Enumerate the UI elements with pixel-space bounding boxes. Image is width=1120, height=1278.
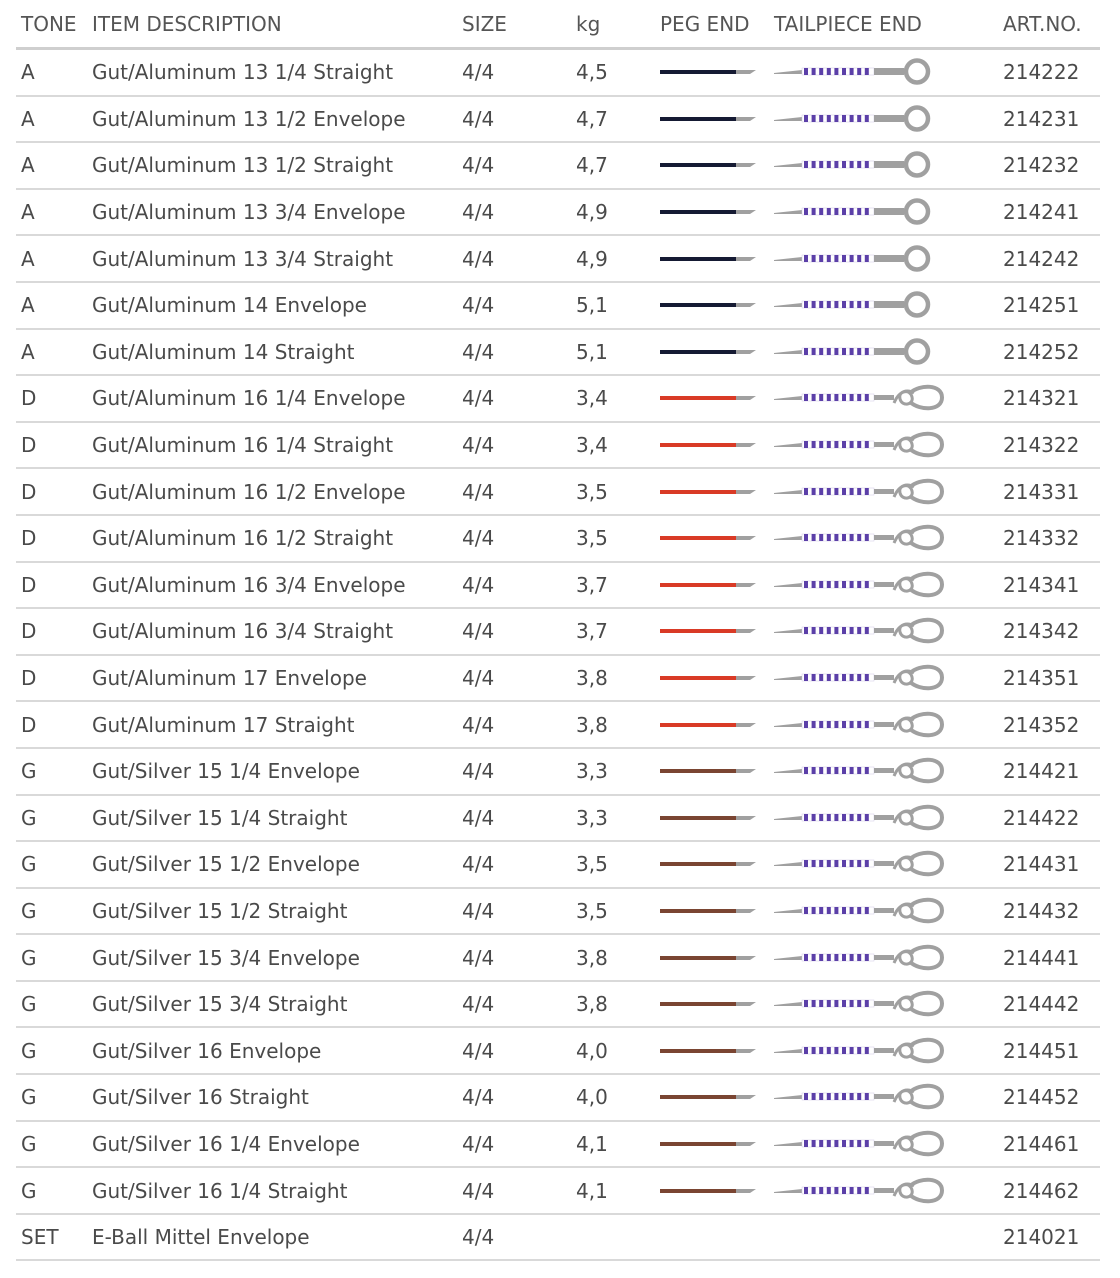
peg-end-cell: [660, 563, 760, 608]
size-cell: 4/4: [462, 945, 495, 970]
description-cell: Gut/Silver 16 Envelope: [92, 1038, 322, 1063]
kg-cell: 3,4: [576, 386, 608, 411]
peg-end-cell: [660, 656, 760, 701]
kg-cell: 3,5: [576, 526, 608, 551]
table-row: [16, 330, 1100, 377]
tailpiece-end-cell: [774, 190, 954, 235]
peg-end-cell: [660, 236, 760, 281]
header-description: ITEM DESCRIPTION: [92, 11, 282, 36]
tailpiece-end-cell: [774, 889, 954, 934]
description-cell: Gut/Silver 16 Straight: [92, 1085, 309, 1110]
table-row: [16, 97, 1100, 144]
art-no-cell: 214421: [1003, 759, 1080, 784]
description-cell: Gut/Aluminum 13 3/4 Straight: [92, 246, 394, 271]
peg-end-string-icon: [660, 485, 760, 499]
size-cell: 4/4: [462, 433, 495, 458]
tailpiece-end-cell: [774, 376, 954, 421]
kg-cell: 5,1: [576, 339, 608, 364]
kg-cell: 3,5: [576, 479, 608, 504]
tone-cell: G: [21, 759, 37, 784]
tailpiece-end-cell: [774, 563, 954, 608]
peg-end-string-icon: [660, 764, 760, 778]
art-no-cell: 214251: [1003, 293, 1080, 318]
peg-end-string-icon: [660, 904, 760, 918]
table-row: [16, 469, 1100, 516]
loop-tailpiece-icon: [774, 521, 954, 555]
art-no-cell: 214341: [1003, 572, 1080, 597]
description-cell: Gut/Silver 16 1/4 Straight: [92, 1178, 348, 1203]
kg-cell: 4,7: [576, 153, 608, 178]
size-cell: 4/4: [462, 1178, 495, 1203]
size-cell: 4/4: [462, 572, 495, 597]
size-cell: 4/4: [462, 1038, 495, 1063]
loop-tailpiece-icon: [774, 381, 954, 415]
table-row: [16, 1122, 1100, 1169]
tone-cell: G: [21, 1178, 37, 1203]
size-cell: 4/4: [462, 153, 495, 178]
description-cell: Gut/Aluminum 17 Envelope: [92, 666, 367, 691]
size-cell: 4/4: [462, 898, 495, 923]
tailpiece-end-cell: [774, 516, 954, 561]
description-cell: Gut/Aluminum 16 1/2 Envelope: [92, 479, 406, 504]
tone-cell: G: [21, 992, 37, 1017]
size-cell: 4/4: [462, 60, 495, 85]
tone-cell: A: [21, 60, 35, 85]
peg-end-string-icon: [660, 298, 760, 312]
header-peg-end: PEG END: [660, 11, 750, 36]
description-cell: Gut/Silver 16 1/4 Envelope: [92, 1131, 360, 1156]
description-cell: Gut/Aluminum 14 Envelope: [92, 293, 367, 318]
peg-end-string-icon: [660, 578, 760, 592]
description-cell: Gut/Aluminum 13 1/4 Straight: [92, 60, 394, 85]
description-cell: Gut/Aluminum 14 Straight: [92, 339, 355, 364]
loop-tailpiece-icon: [774, 987, 954, 1021]
description-cell: Gut/Aluminum 13 1/2 Straight: [92, 153, 394, 178]
tone-cell: SET: [21, 1225, 59, 1250]
tone-cell: G: [21, 1085, 37, 1110]
tone-cell: A: [21, 153, 35, 178]
peg-end-cell: [660, 796, 760, 841]
peg-end-string-icon: [660, 531, 760, 545]
art-no-cell: 214422: [1003, 805, 1080, 830]
tone-cell: G: [21, 1131, 37, 1156]
peg-end-cell: [660, 330, 760, 375]
table-row: [16, 702, 1100, 749]
size-cell: 4/4: [462, 339, 495, 364]
art-no-cell: 214432: [1003, 898, 1080, 923]
size-cell: 4/4: [462, 106, 495, 131]
kg-cell: 5,1: [576, 293, 608, 318]
tailpiece-end-cell: [774, 1122, 954, 1167]
tone-cell: A: [21, 293, 35, 318]
peg-end-string-icon: [660, 718, 760, 732]
table-row: [16, 563, 1100, 610]
art-no-cell: 214452: [1003, 1085, 1080, 1110]
table-row: [16, 516, 1100, 563]
loop-tailpiece-icon: [774, 754, 954, 788]
peg-end-cell: [660, 1168, 760, 1213]
loop-tailpiece-icon: [774, 1174, 954, 1208]
tone-cell: D: [21, 479, 37, 504]
table-row: [16, 1215, 1100, 1262]
peg-end-string-icon: [660, 438, 760, 452]
loop-tailpiece-icon: [774, 661, 954, 695]
tailpiece-end-cell: [774, 143, 954, 188]
peg-end-cell: [660, 1028, 760, 1073]
kg-cell: 3,8: [576, 666, 608, 691]
tailpiece-end-cell: [774, 842, 954, 887]
table-row: [16, 143, 1100, 190]
kg-cell: 4,0: [576, 1085, 608, 1110]
kg-cell: 4,7: [576, 106, 608, 131]
art-no-cell: 214441: [1003, 945, 1080, 970]
peg-end-string-icon: [660, 1137, 760, 1151]
tone-cell: G: [21, 1038, 37, 1063]
tailpiece-end-cell: [774, 1028, 954, 1073]
kg-cell: 4,1: [576, 1131, 608, 1156]
loop-tailpiece-icon: [774, 941, 954, 975]
tone-cell: A: [21, 246, 35, 271]
header-kg: kg: [576, 11, 601, 36]
kg-cell: 4,5: [576, 60, 608, 85]
peg-end-string-icon: [660, 624, 760, 638]
size-cell: 4/4: [462, 246, 495, 271]
description-cell: Gut/Aluminum 16 1/2 Straight: [92, 526, 394, 551]
art-no-cell: 214322: [1003, 433, 1080, 458]
art-no-cell: 214451: [1003, 1038, 1080, 1063]
peg-end-cell: [660, 1075, 760, 1120]
peg-end-cell: [660, 423, 760, 468]
art-no-cell: 214431: [1003, 852, 1080, 877]
tone-cell: D: [21, 572, 37, 597]
tone-cell: A: [21, 106, 35, 131]
table-row: [16, 1028, 1100, 1075]
art-no-cell: 214021: [1003, 1225, 1080, 1250]
table-row: [16, 423, 1100, 470]
tailpiece-end-cell: [774, 283, 954, 328]
tone-cell: D: [21, 386, 37, 411]
tailpiece-end-cell: [774, 1075, 954, 1120]
table-row: [16, 236, 1100, 283]
art-no-cell: 214331: [1003, 479, 1080, 504]
ring-tailpiece-icon: [774, 148, 954, 182]
table-row: [16, 50, 1100, 97]
peg-end-cell: [660, 982, 760, 1027]
loop-tailpiece-icon: [774, 1127, 954, 1161]
loop-tailpiece-icon: [774, 708, 954, 742]
size-cell: 4/4: [462, 759, 495, 784]
tailpiece-end-cell: [774, 982, 954, 1027]
loop-tailpiece-icon: [774, 847, 954, 881]
description-cell: Gut/Aluminum 13 3/4 Envelope: [92, 200, 406, 225]
size-cell: 4/4: [462, 386, 495, 411]
peg-end-cell: [660, 1122, 760, 1167]
art-no-cell: 214241: [1003, 200, 1080, 225]
table-row: [16, 190, 1100, 237]
size-cell: 4/4: [462, 526, 495, 551]
table-row: [16, 982, 1100, 1029]
tailpiece-end-cell: [774, 330, 954, 375]
size-cell: 4/4: [462, 619, 495, 644]
peg-end-string-icon: [660, 1090, 760, 1104]
description-cell: Gut/Silver 15 1/2 Envelope: [92, 852, 360, 877]
kg-cell: 3,7: [576, 572, 608, 597]
string-table: [16, 0, 1100, 1261]
kg-cell: 4,0: [576, 1038, 608, 1063]
ring-tailpiece-icon: [774, 195, 954, 229]
tone-cell: G: [21, 805, 37, 830]
description-cell: Gut/Aluminum 16 3/4 Envelope: [92, 572, 406, 597]
peg-end-cell: [660, 702, 760, 747]
art-no-cell: 214231: [1003, 106, 1080, 131]
tailpiece-end-cell: [774, 423, 954, 468]
art-no-cell: 214222: [1003, 60, 1080, 85]
peg-end-string-icon: [660, 951, 760, 965]
tailpiece-end-cell: [774, 656, 954, 701]
art-no-cell: 214321: [1003, 386, 1080, 411]
art-no-cell: 214342: [1003, 619, 1080, 644]
tone-cell: G: [21, 852, 37, 877]
header-tone: TONE: [21, 11, 77, 36]
peg-end-cell: [660, 283, 760, 328]
description-cell: Gut/Aluminum 17 Straight: [92, 712, 355, 737]
kg-cell: 3,3: [576, 805, 608, 830]
table-row: [16, 376, 1100, 423]
tone-cell: D: [21, 526, 37, 551]
description-cell: Gut/Silver 15 1/2 Straight: [92, 898, 348, 923]
kg-cell: 3,5: [576, 852, 608, 877]
table-row: [16, 842, 1100, 889]
peg-end-cell: [660, 97, 760, 142]
peg-end-cell: [660, 469, 760, 514]
tailpiece-end-cell: [774, 97, 954, 142]
size-cell: 4/4: [462, 852, 495, 877]
ring-tailpiece-icon: [774, 242, 954, 276]
table-row: [16, 1168, 1100, 1215]
size-cell: 4/4: [462, 479, 495, 504]
loop-tailpiece-icon: [774, 475, 954, 509]
table-row: [16, 889, 1100, 936]
description-cell: Gut/Silver 15 1/4 Straight: [92, 805, 348, 830]
kg-cell: 3,8: [576, 992, 608, 1017]
peg-end-string-icon: [660, 671, 760, 685]
tailpiece-end-cell: [774, 1168, 954, 1213]
art-no-cell: 214242: [1003, 246, 1080, 271]
kg-cell: 4,9: [576, 200, 608, 225]
kg-cell: 3,8: [576, 712, 608, 737]
ring-tailpiece-icon: [774, 55, 954, 89]
kg-cell: 3,7: [576, 619, 608, 644]
description-cell: Gut/Aluminum 13 1/2 Envelope: [92, 106, 406, 131]
loop-tailpiece-icon: [774, 1034, 954, 1068]
kg-cell: 4,1: [576, 1178, 608, 1203]
kg-cell: 3,4: [576, 433, 608, 458]
art-no-cell: 214462: [1003, 1178, 1080, 1203]
peg-end-cell: [660, 376, 760, 421]
peg-end-cell: [660, 50, 760, 95]
size-cell: 4/4: [462, 666, 495, 691]
description-cell: Gut/Aluminum 16 1/4 Envelope: [92, 386, 406, 411]
tailpiece-end-cell: [774, 796, 954, 841]
header-size: SIZE: [462, 11, 507, 36]
description-cell: Gut/Aluminum 16 3/4 Straight: [92, 619, 394, 644]
size-cell: 4/4: [462, 992, 495, 1017]
peg-end-string-icon: [660, 1044, 760, 1058]
ring-tailpiece-icon: [774, 335, 954, 369]
peg-end-cell: [660, 889, 760, 934]
peg-end-string-icon: [660, 205, 760, 219]
peg-end-string-icon: [660, 1184, 760, 1198]
tone-cell: G: [21, 945, 37, 970]
tone-cell: G: [21, 898, 37, 923]
table-row: [16, 283, 1100, 330]
peg-end-string-icon: [660, 65, 760, 79]
kg-cell: 4,9: [576, 246, 608, 271]
art-no-cell: 214442: [1003, 992, 1080, 1017]
tone-cell: D: [21, 712, 37, 737]
art-no-cell: 214351: [1003, 666, 1080, 691]
loop-tailpiece-icon: [774, 801, 954, 835]
peg-end-string-icon: [660, 252, 760, 266]
ring-tailpiece-icon: [774, 102, 954, 136]
art-no-cell: 214332: [1003, 526, 1080, 551]
table-row: [16, 1075, 1100, 1122]
peg-end-cell: [660, 143, 760, 188]
tone-cell: D: [21, 666, 37, 691]
tailpiece-end-cell: [774, 749, 954, 794]
peg-end-string-icon: [660, 857, 760, 871]
peg-end-string-icon: [660, 345, 760, 359]
kg-cell: 3,3: [576, 759, 608, 784]
description-cell: Gut/Silver 15 3/4 Envelope: [92, 945, 360, 970]
kg-cell: 3,5: [576, 898, 608, 923]
header-tailpiece-end: TAILPIECE END: [774, 11, 922, 36]
peg-end-string-icon: [660, 391, 760, 405]
table-row: [16, 796, 1100, 843]
peg-end-cell: [660, 516, 760, 561]
peg-end-string-icon: [660, 112, 760, 126]
size-cell: 4/4: [462, 712, 495, 737]
art-no-cell: 214461: [1003, 1131, 1080, 1156]
description-cell: E-Ball Mittel Envelope: [92, 1225, 310, 1250]
size-cell: 4/4: [462, 200, 495, 225]
size-cell: 4/4: [462, 805, 495, 830]
kg-cell: 3,8: [576, 945, 608, 970]
tailpiece-end-cell: [774, 935, 954, 980]
loop-tailpiece-icon: [774, 614, 954, 648]
table-row: [16, 749, 1100, 796]
ring-tailpiece-icon: [774, 288, 954, 322]
table-body: [16, 50, 1100, 1261]
size-cell: 4/4: [462, 1131, 495, 1156]
art-no-cell: 214252: [1003, 339, 1080, 364]
peg-end-cell: [660, 609, 760, 654]
description-cell: Gut/Aluminum 16 1/4 Straight: [92, 433, 394, 458]
art-no-cell: 214352: [1003, 712, 1080, 737]
description-cell: Gut/Silver 15 1/4 Envelope: [92, 759, 360, 784]
size-cell: 4/4: [462, 293, 495, 318]
tailpiece-end-cell: [774, 609, 954, 654]
peg-end-cell: [660, 935, 760, 980]
tone-cell: D: [21, 619, 37, 644]
peg-end-string-icon: [660, 997, 760, 1011]
size-cell: 4/4: [462, 1085, 495, 1110]
table-header: [16, 0, 1100, 50]
loop-tailpiece-icon: [774, 894, 954, 928]
size-cell: 4/4: [462, 1225, 495, 1250]
loop-tailpiece-icon: [774, 428, 954, 462]
tailpiece-end-cell: [774, 236, 954, 281]
tailpiece-end-cell: [774, 702, 954, 747]
art-no-cell: 214232: [1003, 153, 1080, 178]
tone-cell: A: [21, 339, 35, 364]
peg-end-string-icon: [660, 811, 760, 825]
peg-end-cell: [660, 842, 760, 887]
tailpiece-end-cell: [774, 50, 954, 95]
tone-cell: D: [21, 433, 37, 458]
description-cell: Gut/Silver 15 3/4 Straight: [92, 992, 348, 1017]
header-art-no: ART.NO.: [1003, 11, 1082, 36]
tailpiece-end-cell: [774, 469, 954, 514]
loop-tailpiece-icon: [774, 568, 954, 602]
peg-end-string-icon: [660, 158, 760, 172]
table-row: [16, 656, 1100, 703]
peg-end-cell: [660, 190, 760, 235]
table-row: [16, 935, 1100, 982]
loop-tailpiece-icon: [774, 1080, 954, 1114]
tone-cell: A: [21, 200, 35, 225]
peg-end-cell: [660, 749, 760, 794]
table-row: [16, 609, 1100, 656]
